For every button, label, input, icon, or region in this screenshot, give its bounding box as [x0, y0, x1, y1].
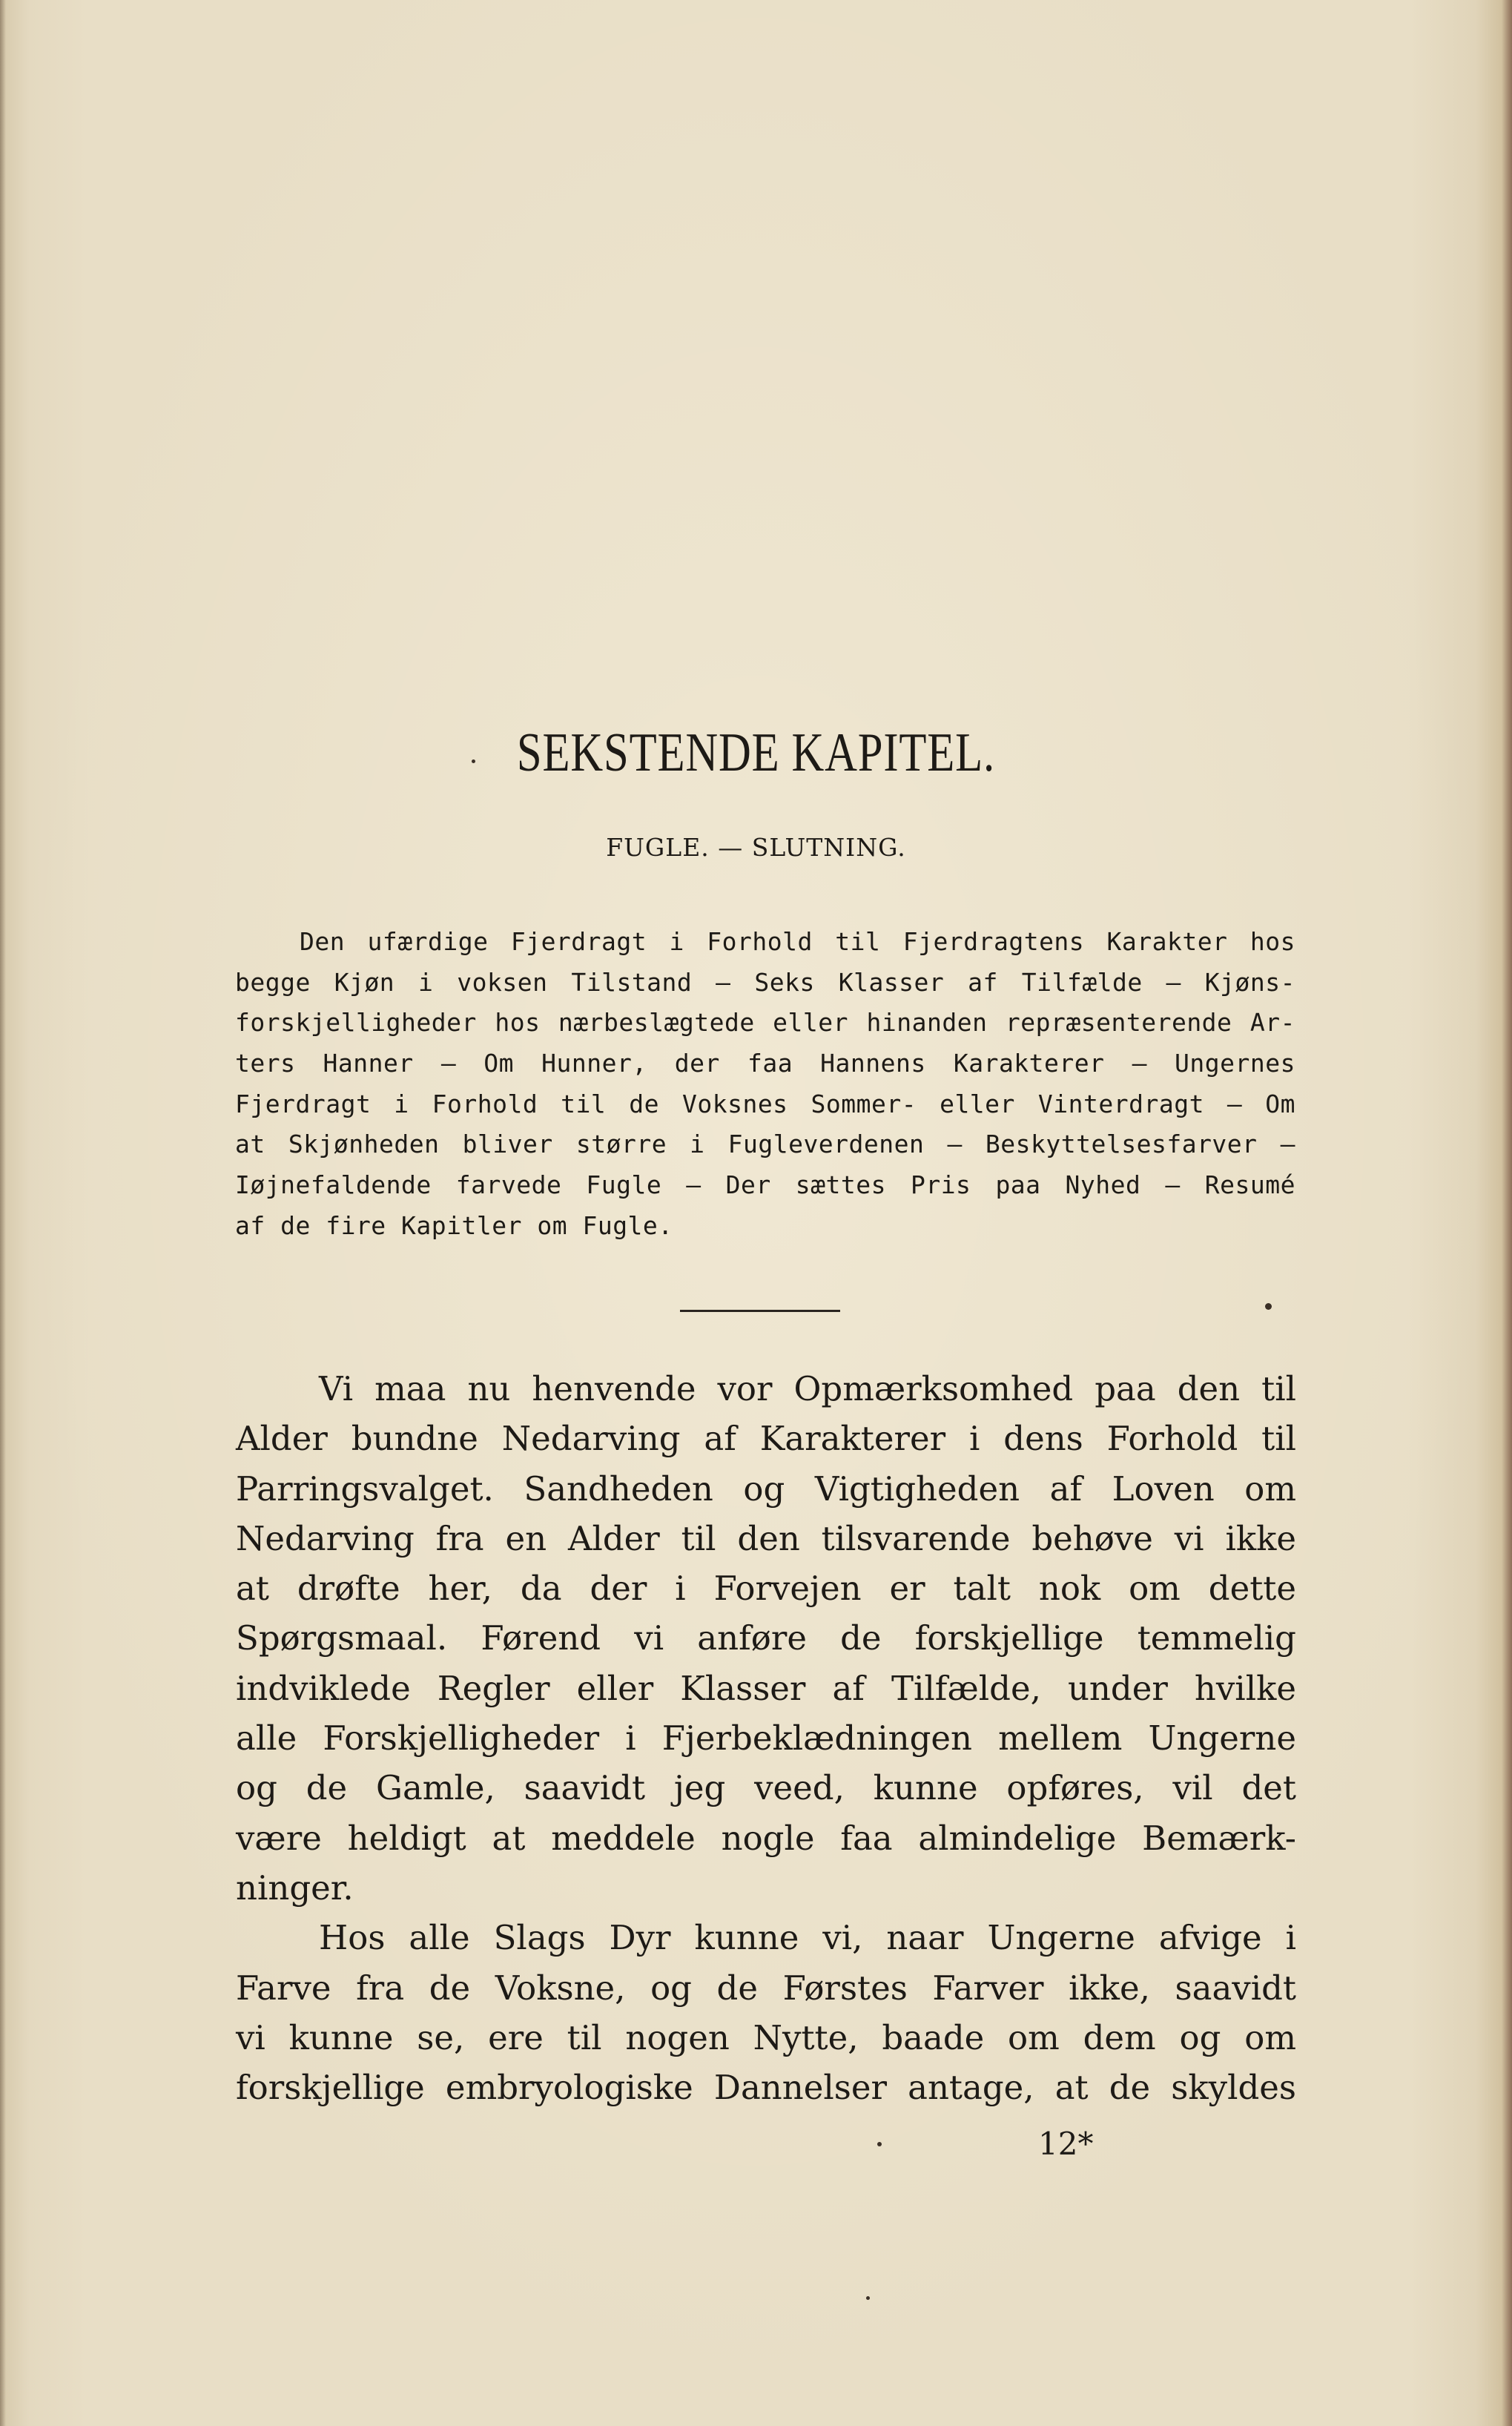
page-left-edge [0, 0, 6, 2426]
paper-speck [472, 759, 475, 763]
section-divider [680, 1310, 840, 1312]
summary-line: forskjelligheder hos nærbeslægtede eller hinanden repræsenterende Ar- [235, 1008, 1295, 1038]
paper-speck [1265, 1303, 1272, 1310]
summary-line: Iøjnefaldende farvede Fugle — Der sættes Pris paa Nyhed — Resumé [235, 1170, 1295, 1200]
summary-line: af de fire Kapitler om Fugle. [235, 1210, 673, 1240]
body-line: Alder bundne Nedarving af Karakterer i dens Forhold til [236, 1419, 1296, 1459]
summary-line: Fjerdragt i Forhold til de Voksnes Sommer- eller Vinterdragt — Om [235, 1089, 1295, 1118]
chapter-subtitle: FUGLE. — SLUTNING. [606, 833, 906, 862]
body-line: og de Gamle, saavidt jeg veed, kunne opføres, vil det [236, 1768, 1296, 1808]
body-line: Spørgsmaal. Førend vi anføre de forskjellige temmelig [236, 1618, 1296, 1658]
paper-speck [866, 2296, 870, 2300]
body-line: Parringsvalget. Sandheden og Vigtigheden af Loven om [236, 1469, 1296, 1509]
body-line: indviklede Regler eller Klasser af Tilfælde, under hvilke [236, 1668, 1296, 1708]
chapter-summary [235, 922, 1295, 1247]
summary-line: ters Hanner — Om Hunner, der faa Hannens Karakterer — Ungernes [235, 1049, 1295, 1078]
summary-line: begge Kjøn i voksen Tilstand — Seks Klasser af Tilfælde — Kjøns- [235, 967, 1295, 997]
summary-line: at Skjønheden bliver større i Fugleverdenen — Beskyttelsesfarver — [235, 1130, 1295, 1159]
chapter-title: SEKSTENDE KAPITEL. [516, 722, 996, 783]
body-line: Nedarving fra en Alder til den tilsvarende behøve vi ikke [236, 1518, 1296, 1558]
body-line: vi kunne se, ere til nogen Nytte, baade om dem og om [236, 2017, 1296, 2057]
body-line: at drøfte her, da der i Forvejen er talt nok om dette [236, 1569, 1296, 1609]
body-line: Vi maa nu henvende vor Opmærksomhed paa den til [319, 1369, 1296, 1408]
signature-mark: 12* [1038, 2126, 1094, 2162]
page-right-edge [1502, 0, 1512, 2426]
body-text [236, 1364, 1296, 2112]
paper-speck [877, 2142, 882, 2146]
summary-line: Den ufærdige Fjerdragt i Forhold til Fjerdragtens Karakter hos [300, 927, 1295, 956]
body-line: Farve fra de Voksne, og de Førstes Farver ikke, saavidt [236, 1968, 1296, 2008]
body-line: ninger. [236, 1868, 354, 1908]
body-line: være heldigt at meddele nogle faa almindelige Bemærk- [236, 1818, 1296, 1858]
body-line: Hos alle Slags Dyr kunne vi, naar Ungerne afvige i [319, 1918, 1296, 1958]
body-line: forskjellige embryologiske Dannelser antage, at de skyldes [236, 2068, 1296, 2108]
body-line: alle Forskjelligheder i Fjerbeklædningen mellem Ungerne [236, 1718, 1296, 1758]
